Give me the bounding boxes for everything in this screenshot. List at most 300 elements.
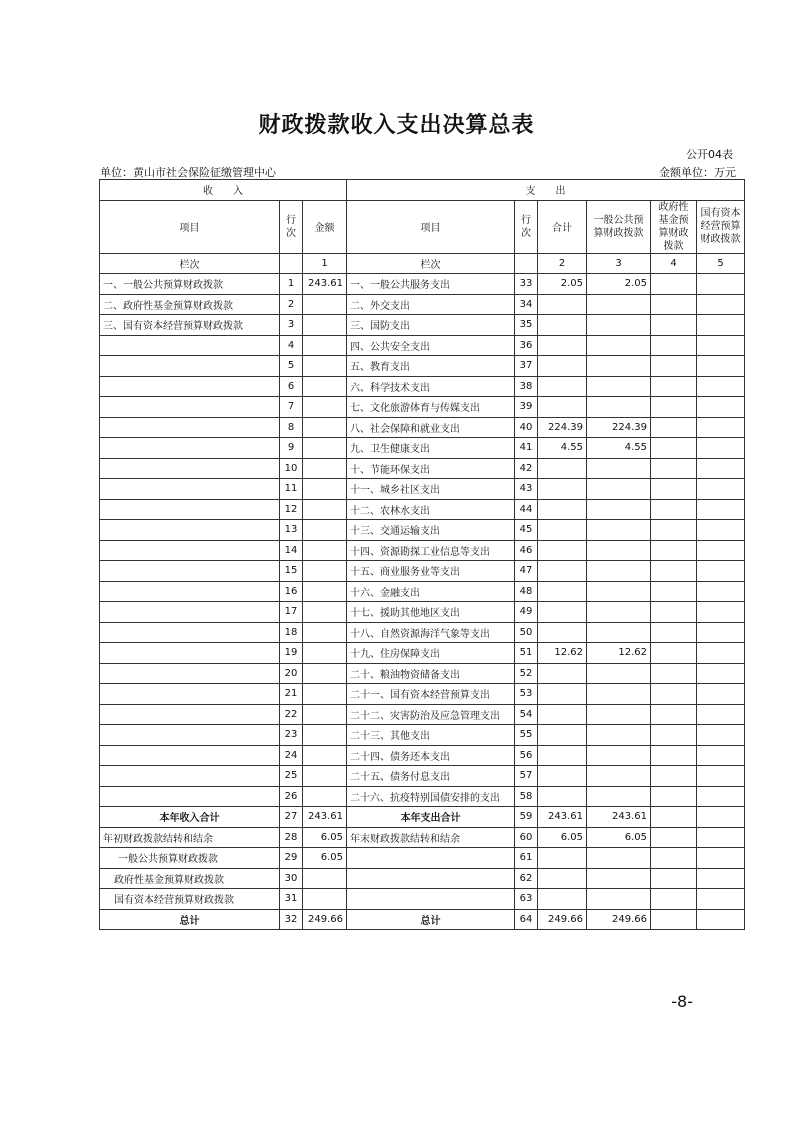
expense-state-capital [697,786,745,807]
income-item [100,766,280,787]
col-index-5: 5 [697,253,745,274]
income-row-no: 11 [280,479,303,500]
income-row-no: 30 [280,868,303,889]
income-item: 二、政府性基金预算财政拨款 [100,294,280,315]
income-item: 三、国有资本经营预算财政拨款 [100,315,280,336]
income-row-no: 19 [280,643,303,664]
income-row-no: 12 [280,499,303,520]
expense-general [587,335,651,356]
expense-item: 二十、粮油物资储备支出 [347,663,515,684]
table-row [100,356,745,377]
expense-state-capital [697,663,745,684]
expense-state-capital [697,397,745,418]
expense-row-no: 42 [515,458,538,479]
expense-total [538,786,587,807]
expense-row-no: 63 [515,889,538,910]
expense-total: 12.62 [538,643,587,664]
expense-general [587,540,651,561]
income-item [100,438,280,459]
col-index-4: 4 [651,253,697,274]
expense-state-capital [697,581,745,602]
income-amount [303,294,347,315]
income-item [100,458,280,479]
expense-total [538,725,587,746]
expense-row-no: 60 [515,827,538,848]
income-amount [303,643,347,664]
expense-general: 243.61 [587,807,651,828]
expense-gov-fund [651,786,697,807]
col-index-blank-2 [515,253,538,274]
expense-general [587,561,651,582]
expense-state-capital [697,479,745,500]
expense-row-no: 45 [515,520,538,541]
expense-total [538,581,587,602]
income-item [100,786,280,807]
expense-gov-fund [651,458,697,479]
table-row [100,704,745,725]
expense-row-no: 34 [515,294,538,315]
expense-general [587,684,651,705]
expense-gov-fund [651,335,697,356]
expense-gov-fund [651,827,697,848]
header-general: 一般公共预算财政拨款 [587,200,651,253]
expense-state-capital [697,909,745,930]
expense-gov-fund [651,684,697,705]
expense-row-no: 55 [515,725,538,746]
income-row-no: 9 [280,438,303,459]
expense-general [587,479,651,500]
expense-item [347,848,515,869]
expense-item: 二十三、其他支出 [347,725,515,746]
expense-total [538,294,587,315]
expense-gov-fund [651,704,697,725]
income-row-no: 4 [280,335,303,356]
expense-row-no: 57 [515,766,538,787]
expense-general: 2.05 [587,274,651,295]
income-row-no: 3 [280,315,303,336]
income-row-no: 7 [280,397,303,418]
expense-general [587,704,651,725]
expense-item: 二、外交支出 [347,294,515,315]
expense-item: 十四、资源勘探工业信息等支出 [347,540,515,561]
expense-item: 十九、住房保障支出 [347,643,515,664]
income-row-no: 32 [280,909,303,930]
expense-row-no: 51 [515,643,538,664]
income-amount [303,725,347,746]
income-row-no: 28 [280,827,303,848]
income-item: 国有资本经营预算财政拨款 [100,889,280,910]
income-amount: 249.66 [303,909,347,930]
expense-gov-fund [651,520,697,541]
income-amount [303,786,347,807]
expense-general [587,602,651,623]
expense-row-no: 62 [515,868,538,889]
expense-item: 十七、援助其他地区支出 [347,602,515,623]
expense-gov-fund [651,725,697,746]
expense-state-capital [697,561,745,582]
table-row [100,315,745,336]
income-item: 年初财政拨款结转和结余 [100,827,280,848]
expense-general [587,725,651,746]
expense-general [587,397,651,418]
income-row-no: 29 [280,848,303,869]
table-row [100,725,745,746]
table-row [100,540,745,561]
expense-item: 十一、城乡社区支出 [347,479,515,500]
expense-general [587,499,651,520]
expense-row-no: 64 [515,909,538,930]
table-row [100,909,745,930]
table-row [100,848,745,869]
expense-state-capital [697,643,745,664]
income-item: 一、一般公共预算财政拨款 [100,274,280,295]
table-row [100,889,745,910]
expense-gov-fund [651,561,697,582]
expense-general [587,766,651,787]
income-amount [303,438,347,459]
expense-general: 4.55 [587,438,651,459]
expense-row-no: 36 [515,335,538,356]
expense-item [347,889,515,910]
expense-total [538,766,587,787]
header-amount: 金额 [303,200,347,253]
expense-gov-fund [651,376,697,397]
table-row [100,643,745,664]
income-row-no: 8 [280,417,303,438]
income-row-no: 31 [280,889,303,910]
income-row-no: 22 [280,704,303,725]
expense-item: 十二、农林水支出 [347,499,515,520]
expense-item: 二十四、债务还本支出 [347,745,515,766]
income-amount [303,602,347,623]
income-amount [303,745,347,766]
income-item [100,745,280,766]
expense-state-capital [697,807,745,828]
income-item [100,335,280,356]
expense-total [538,889,587,910]
expense-general [587,786,651,807]
income-amount: 6.05 [303,848,347,869]
expense-gov-fund [651,438,697,459]
income-amount [303,663,347,684]
expense-general [587,868,651,889]
expense-total [538,479,587,500]
expense-item: 本年支出合计 [347,807,515,828]
income-item: 本年收入合计 [100,807,280,828]
expense-state-capital [697,827,745,848]
expense-item: 二十一、国有资本经营预算支出 [347,684,515,705]
expense-total: 6.05 [538,827,587,848]
expense-item: 年末财政拨款结转和结余 [347,827,515,848]
expense-gov-fund [651,581,697,602]
header-gov-fund: 政府性基金预算财政拨款 [651,200,697,253]
expense-gov-fund [651,274,697,295]
expense-total: 249.66 [538,909,587,930]
expense-row-no: 35 [515,315,538,336]
expense-item: 九、卫生健康支出 [347,438,515,459]
table-row [100,335,745,356]
expense-total: 224.39 [538,417,587,438]
income-amount [303,356,347,377]
table-row [100,417,745,438]
expense-item: 二十六、抗疫特别国债安排的支出 [347,786,515,807]
expense-row-no: 50 [515,622,538,643]
income-row-no: 25 [280,766,303,787]
expense-state-capital [697,315,745,336]
income-item [100,540,280,561]
expense-total [538,376,587,397]
expense-state-capital [697,848,745,869]
expense-item: 十三、交通运输支出 [347,520,515,541]
header-row-no-2: 行次 [515,200,538,253]
expense-general [587,745,651,766]
income-amount [303,889,347,910]
expense-state-capital [697,684,745,705]
expense-gov-fund [651,315,697,336]
table-row [100,807,745,828]
expense-row-no: 49 [515,602,538,623]
expense-state-capital [697,499,745,520]
expense-row-no: 44 [515,499,538,520]
table-row [100,581,745,602]
expense-state-capital [697,725,745,746]
expense-general: 6.05 [587,827,651,848]
expense-section-header: 支 出 [347,180,745,201]
expense-state-capital [697,540,745,561]
income-item [100,356,280,377]
table-row [100,745,745,766]
income-item: 政府性基金预算财政拨款 [100,868,280,889]
column-header-row [100,200,745,253]
table-row [100,622,745,643]
income-amount [303,561,347,582]
unit-label: 单位：黄山市社会保险征缴管理中心 [100,166,276,179]
income-row-no: 21 [280,684,303,705]
expense-gov-fund [651,417,697,438]
table-row [100,827,745,848]
expense-row-no: 46 [515,540,538,561]
income-item [100,479,280,500]
income-row-no: 27 [280,807,303,828]
table-row [100,376,745,397]
expense-item: 二十二、灾害防治及应急管理支出 [347,704,515,725]
table-row [100,294,745,315]
expense-total [538,397,587,418]
expense-general [587,520,651,541]
expense-general: 12.62 [587,643,651,664]
money-unit-label: 金额单位：万元 [659,166,736,179]
col-index-blank [280,253,303,274]
income-item: 一般公共预算财政拨款 [100,848,280,869]
income-amount [303,520,347,541]
expense-general [587,356,651,377]
income-amount [303,458,347,479]
expense-total [538,663,587,684]
expense-gov-fund [651,909,697,930]
income-row-no: 10 [280,458,303,479]
header-item-2: 项目 [347,200,515,253]
expense-total: 2.05 [538,274,587,295]
expense-total [538,520,587,541]
table-row [100,274,745,295]
table-row [100,663,745,684]
expense-item: 八、社会保障和就业支出 [347,417,515,438]
expense-general [587,294,651,315]
form-number: 公开04表 [686,148,733,161]
income-amount [303,315,347,336]
table-row [100,479,745,500]
expense-item: 二十五、债务付息支出 [347,766,515,787]
income-amount [303,417,347,438]
expense-row-no: 37 [515,356,538,377]
income-row-no: 2 [280,294,303,315]
expense-total: 4.55 [538,438,587,459]
income-amount [303,868,347,889]
expense-state-capital [697,889,745,910]
expense-row-no: 59 [515,807,538,828]
table-row [100,684,745,705]
table-row [100,561,745,582]
expense-row-no: 61 [515,848,538,869]
expense-item: 三、国防支出 [347,315,515,336]
expense-gov-fund [651,540,697,561]
table-row [100,438,745,459]
income-section-header: 收 入 [100,180,347,201]
expense-item: 六、科学技术支出 [347,376,515,397]
expense-item: 一、一般公共服务支出 [347,274,515,295]
expense-gov-fund [651,848,697,869]
income-amount [303,479,347,500]
page-title: 财政拨款收入支出决算总表 [258,113,535,138]
income-row-no: 20 [280,663,303,684]
expense-item: 总计 [347,909,515,930]
income-item [100,520,280,541]
budget-table [99,179,745,930]
expense-gov-fund [651,868,697,889]
income-row-no: 24 [280,745,303,766]
income-amount [303,376,347,397]
expense-total [538,868,587,889]
expense-row-no: 40 [515,417,538,438]
expense-gov-fund [651,766,697,787]
expense-gov-fund [651,356,697,377]
expense-row-no: 41 [515,438,538,459]
income-row-no: 26 [280,786,303,807]
expense-total [538,356,587,377]
income-item [100,663,280,684]
page-number: -8- [671,992,693,1011]
column-index-row [100,253,745,274]
expense-state-capital [697,622,745,643]
expense-state-capital [697,520,745,541]
expense-total: 243.61 [538,807,587,828]
income-amount: 243.61 [303,807,347,828]
income-item [100,499,280,520]
income-row-no: 14 [280,540,303,561]
expense-total [538,602,587,623]
income-item: 总计 [100,909,280,930]
income-amount [303,581,347,602]
income-row-no: 18 [280,622,303,643]
income-item [100,417,280,438]
expense-row-no: 54 [515,704,538,725]
expense-item: 十、节能环保支出 [347,458,515,479]
col-index-label: 栏次 [100,253,280,274]
income-row-no: 15 [280,561,303,582]
expense-general: 249.66 [587,909,651,930]
expense-item: 十八、自然资源海洋气象等支出 [347,622,515,643]
income-amount [303,684,347,705]
expense-general [587,315,651,336]
expense-general [587,663,651,684]
income-amount: 243.61 [303,274,347,295]
expense-general: 224.39 [587,417,651,438]
section-header-row [100,180,745,201]
table-row [100,766,745,787]
income-item [100,581,280,602]
expense-state-capital [697,356,745,377]
income-row-no: 17 [280,602,303,623]
table-row [100,499,745,520]
expense-state-capital [697,438,745,459]
expense-total [538,684,587,705]
expense-total [538,848,587,869]
income-item [100,684,280,705]
expense-general [587,458,651,479]
header-state-capital: 国有资本经营预算财政拨款 [697,200,745,253]
expense-total [538,335,587,356]
col-index-2: 2 [538,253,587,274]
expense-state-capital [697,602,745,623]
expense-gov-fund [651,807,697,828]
income-item [100,561,280,582]
header-total: 合计 [538,200,587,253]
expense-total [538,622,587,643]
expense-gov-fund [651,499,697,520]
expense-row-no: 43 [515,479,538,500]
expense-row-no: 53 [515,684,538,705]
income-row-no: 6 [280,376,303,397]
expense-gov-fund [651,643,697,664]
income-row-no: 16 [280,581,303,602]
income-item [100,376,280,397]
expense-total [538,458,587,479]
expense-gov-fund [651,745,697,766]
expense-gov-fund [651,602,697,623]
expense-state-capital [697,766,745,787]
income-amount [303,540,347,561]
expense-gov-fund [651,294,697,315]
expense-state-capital [697,417,745,438]
income-item [100,602,280,623]
expense-general [587,376,651,397]
income-item [100,704,280,725]
expense-gov-fund [651,663,697,684]
expense-row-no: 33 [515,274,538,295]
expense-row-no: 56 [515,745,538,766]
table-row [100,602,745,623]
expense-gov-fund [651,397,697,418]
expense-state-capital [697,458,745,479]
table-row [100,868,745,889]
expense-gov-fund [651,479,697,500]
expense-state-capital [697,868,745,889]
expense-state-capital [697,376,745,397]
expense-general [587,848,651,869]
expense-row-no: 52 [515,663,538,684]
expense-state-capital [697,294,745,315]
income-amount [303,766,347,787]
